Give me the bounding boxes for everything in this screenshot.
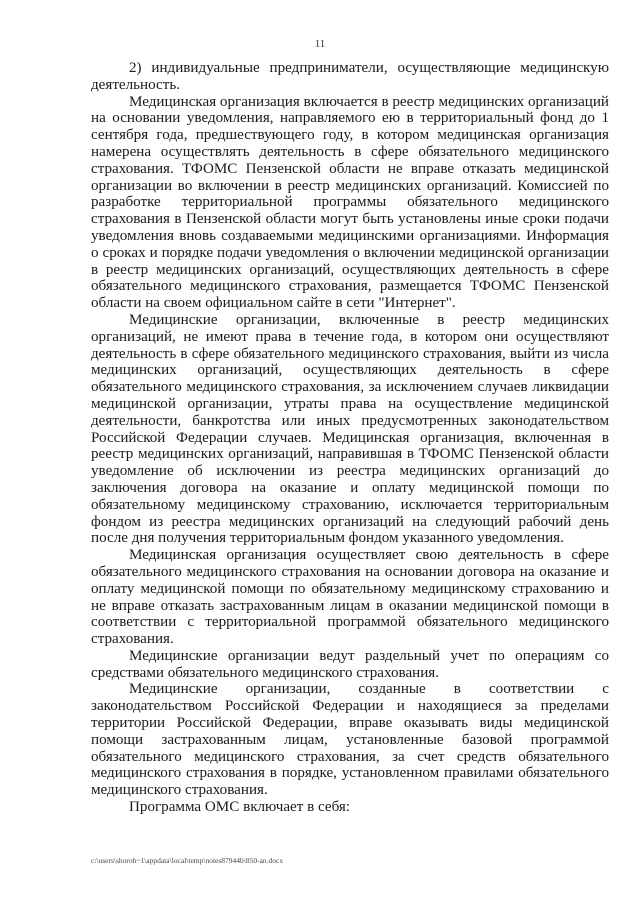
page-number: 11	[314, 38, 326, 50]
paragraph-2: Медицинская организация включается в реестр медицинских организаций на основании уведомления, направляемого ею в территориальный фонд до 1 сентября года, предшествующего году, в котором медицинская организация намерена осуществлять деятельность в сфере обязательного медицинского страхования. ТФОМС Пензенской области не вправе отказать медицинской организации во включении в реестр медицинских организаций. Комиссией по разработке территориальной программы обязательного медицинского страхования в Пензенской области могут быть установлены иные сроки подачи уведомления вновь создаваемыми медицинскими организациями. Информация о сроках и порядке подачи уведомления о включении медицинской организации в реестр медицинских организаций, осуществляющих деятельность в сфере обязательного медицинского страхования, размещается ТФОМС Пензенской области на своем официальном сайте в сети "Интернет".	[91, 93, 610, 312]
paragraph-4: Медицинская организация осуществляет свою деятельность в сфере обязательного медицинского страхования на основании договора на оказание и оплату медицинской помощи по обязательному медицинскому страхованию и не вправе отказать застрахованным лицам в оказании медицинской помощи в соответствии с территориальной программой обязательного медицинского страхования.	[91, 547, 609, 648]
paragraph-5: Медицинские организации ведут раздельный учет по операциям со средствами обязательного медицинского страхования.	[91, 647, 609, 681]
document-body	[91, 60, 609, 816]
paragraph-3: Медицинские организации, включенные в реестр медицинских организаций, не имеют права в течение года, в котором они осуществляют деятельность в сфере обязательного медицинского страхования, выйти из числа медицинских организаций, осуществляющих деятельность в сфере обязательного медицинского страхования, за исключением случаев ликвидации медицинской организации, утраты права на осуществление медицинской деятельности, банкротства или иных предусмотренных законодательством Российской Федерации случаев. Медицинская организация, включенная в реестр медицинских организаций, направившая в ТФОМС Пензенской области уведомление об исключении из реестра медицинских организаций до заключения договора на оказание и оплату медицинской помощи по обязательному медицинскому страхованию, исключается территориальным фондом из реестра медицинских организаций на следующий рабочий день после дня получения территориальным фондом указанного уведомления.	[91, 311, 609, 547]
footer-file-path: c:\users\shoroh~1\appdata\local\temp\notes87944b\850-an.docx	[91, 856, 284, 865]
paragraph-6: Медицинские организации, созданные в соответствии с законодательством Российской Федерации и находящиеся за пределами территории Российской Федерации, вправе оказывать виды медицинской помощи застрахованным лицам, установленные базовой программой обязательного медицинского страхования, за счет средств обязательного медицинского страхования в порядке, установленном правилами обязательного медицинского страхования.	[91, 681, 609, 799]
paragraph-7: Программа ОМС включает в себя:	[129, 799, 351, 816]
paragraph-1: 2) индивидуальные предприниматели, осуществляющие медицинскую деятельность.	[91, 60, 609, 93]
